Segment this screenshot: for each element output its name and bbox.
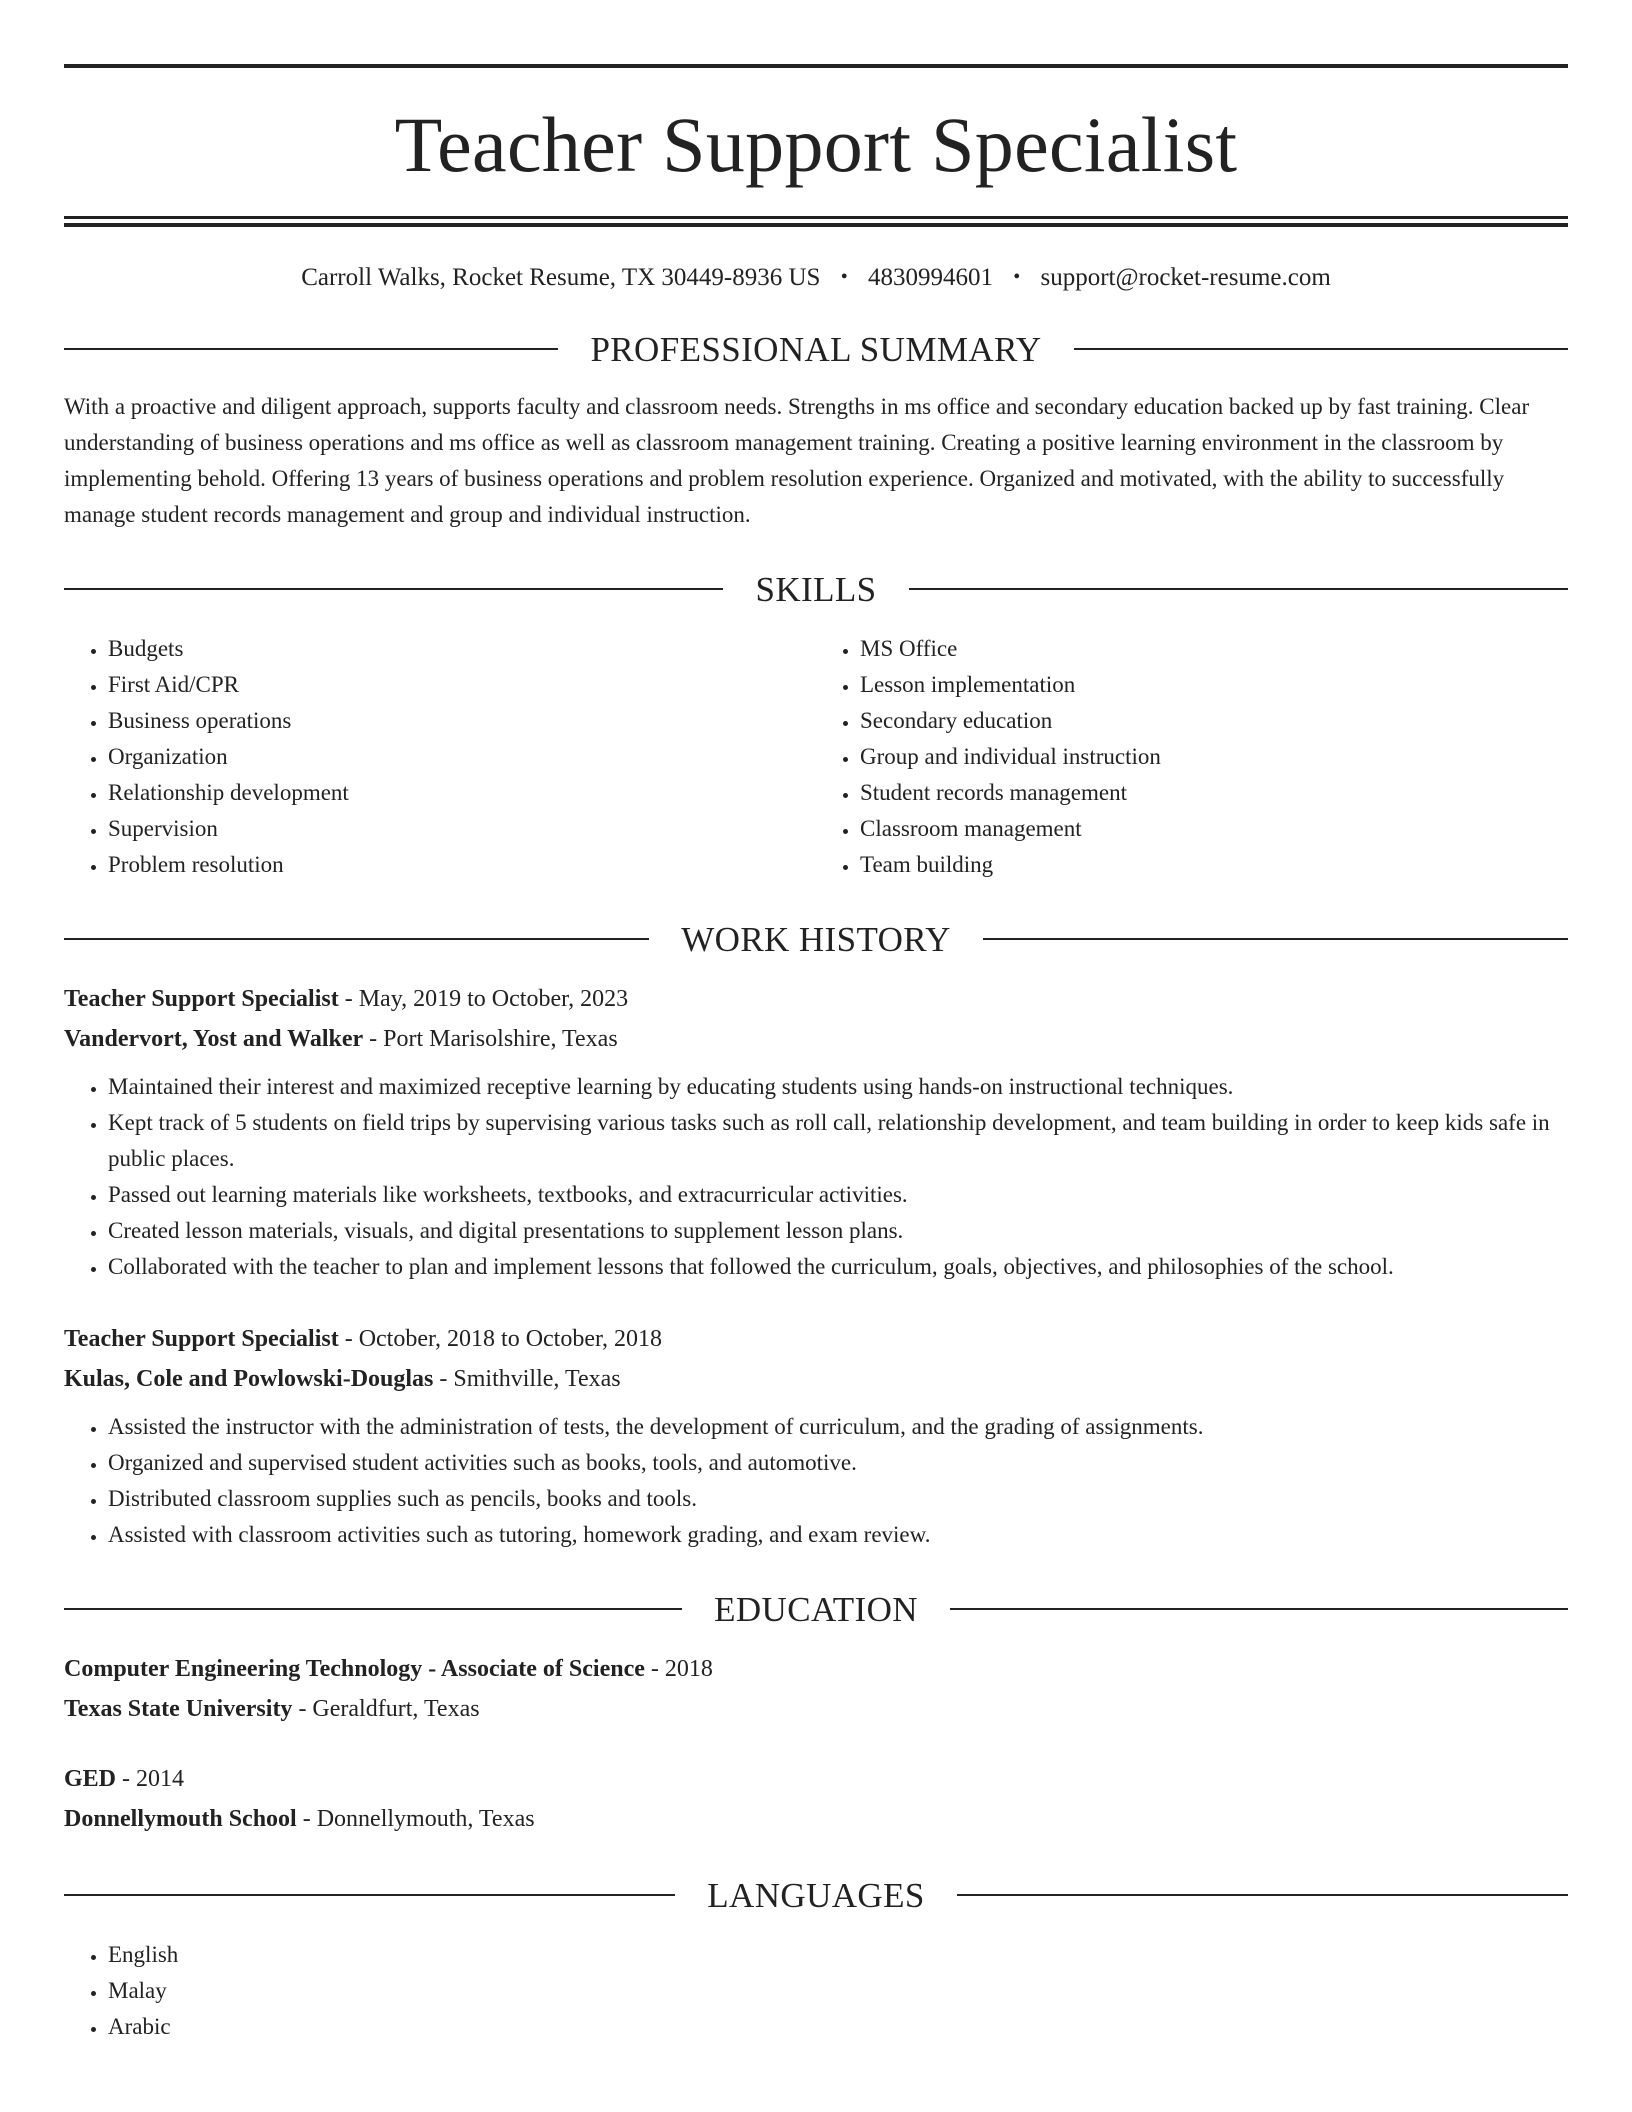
section-title: PROFESSIONAL SUMMARY: [590, 329, 1042, 369]
education-year: - 2014: [116, 1766, 185, 1792]
section-title: WORK HISTORY: [681, 919, 951, 959]
skill-item: • Team building: [860, 847, 1568, 883]
job-dates: - October, 2018 to October, 2018: [338, 1326, 663, 1352]
section-rule: [64, 1894, 675, 1896]
education-location: - Donnellymouth, Texas: [296, 1806, 535, 1832]
education-entry: [64, 1649, 1568, 1729]
section-title: LANGUAGES: [707, 1875, 925, 1915]
section-rule: [64, 938, 649, 940]
job-title-line: [64, 979, 1568, 1019]
contact-phone: 4830994601: [867, 264, 993, 291]
section-rule: [64, 348, 558, 350]
education-degree: Computer Engineering Technology - Associate of Science: [64, 1656, 645, 1682]
education-school-line: [64, 1689, 1568, 1729]
skill-item: • Relationship development: [108, 775, 816, 811]
skill-item: • First Aid/CPR: [108, 667, 816, 703]
job-entry: [64, 1319, 1568, 1553]
language-item: • Malay: [108, 1973, 1568, 2009]
job-bullet: • Passed out learning materials like worksheets, textbooks, and extracurricular activities.: [108, 1177, 1568, 1213]
job-bullet: • Kept track of 5 students on field trips by supervising various tasks such as roll call, relationship development, and team building in order to keep kids safe in public places.: [108, 1105, 1568, 1177]
job-bullet: • Distributed classroom supplies such as pencils, books and tools.: [108, 1481, 1568, 1517]
job-bullets: [64, 1069, 1568, 1285]
skill-item: • Group and individual instruction: [860, 739, 1568, 775]
education-location: - Geraldfurt, Texas: [292, 1696, 480, 1722]
contact-address: Carroll Walks, Rocket Resume, TX 30449-8936 US: [301, 264, 821, 291]
skills-column-left: [64, 631, 816, 883]
job-title-line: [64, 1319, 1568, 1359]
section-rule: [950, 1608, 1568, 1610]
job-entry: [64, 979, 1568, 1285]
section-rule: [1074, 348, 1568, 350]
skills-list: [64, 631, 1568, 883]
skill-item: • Business operations: [108, 703, 816, 739]
job-title: Teacher Support Specialist: [64, 1326, 339, 1352]
section-header-languages: [64, 1875, 1568, 1915]
job-bullet: • Created lesson materials, visuals, and digital presentations to supplement lesson plans.: [108, 1213, 1568, 1249]
skills-column-right: [816, 631, 1568, 883]
languages-list: [64, 1937, 1568, 2045]
education-degree: GED: [64, 1766, 117, 1792]
job-company-line: [64, 1359, 1568, 1399]
education-degree-line: [64, 1649, 1568, 1689]
job-dates: - May, 2019 to October, 2023: [338, 986, 629, 1012]
section-header-work-history: [64, 919, 1568, 959]
education-entry: [64, 1759, 1568, 1839]
job-bullet: • Collaborated with the teacher to plan and implement lessons that followed the curriculum, goals, objectives, and philosophies of the school.: [108, 1249, 1568, 1285]
job-location: - Smithville, Texas: [433, 1366, 621, 1392]
skill-item: • Problem resolution: [108, 847, 816, 883]
job-company: Kulas, Cole and Powlowski-Douglas: [64, 1366, 434, 1392]
section-header-skills: [64, 569, 1568, 609]
skill-item: • Budgets: [108, 631, 816, 667]
contact-separator: •: [840, 266, 848, 288]
section-header-education: [64, 1589, 1568, 1629]
job-title: Teacher Support Specialist: [64, 986, 339, 1012]
education-school: Texas State University: [64, 1696, 293, 1722]
resume-title: Teacher Support Specialist: [394, 101, 1238, 188]
contact-separator: •: [1013, 266, 1021, 288]
education-year: - 2018: [644, 1656, 713, 1682]
contact-line: [64, 263, 1568, 293]
education-school: Donnellymouth School: [64, 1806, 297, 1832]
job-bullet: • Assisted the instructor with the administration of tests, the development of curriculum, and the grading of assignments.: [108, 1409, 1568, 1445]
job-company: Vandervort, Yost and Walker: [64, 1026, 364, 1052]
section-title: SKILLS: [755, 569, 877, 609]
section-rule: [909, 588, 1568, 590]
section-rule: [983, 938, 1568, 940]
skill-item: • MS Office: [860, 631, 1568, 667]
language-item: • English: [108, 1937, 1568, 1973]
skill-item: • Student records management: [860, 775, 1568, 811]
section-rule: [64, 1608, 682, 1610]
job-location: - Port Marisolshire, Texas: [363, 1026, 618, 1052]
skill-item: • Supervision: [108, 811, 816, 847]
section-header-summary: [64, 329, 1568, 369]
contact-email: support@rocket-resume.com: [1040, 264, 1331, 291]
job-bullet: • Assisted with classroom activities such as tutoring, homework grading, and exam review.: [108, 1517, 1568, 1553]
section-title: EDUCATION: [714, 1589, 918, 1629]
job-bullet: • Organized and supervised student activities such as books, tools, and automotive.: [108, 1445, 1568, 1481]
education-degree-line: [64, 1759, 1568, 1799]
skill-item: • Lesson implementation: [860, 667, 1568, 703]
top-rule: [64, 64, 1568, 68]
job-bullet: • Maintained their interest and maximized receptive learning by educating students using hands-on instructional techniques.: [108, 1069, 1568, 1105]
language-item: • Arabic: [108, 2009, 1568, 2045]
summary-text: With a proactive and diligent approach, supports faculty and classroom needs. Strengths in ms office and secondary education backed up by fast training. Clear understanding of business operations and ms office as well as classroom management training. Creating a positive learning environment in the classroom by implementing behold. Offering 13 years of business operations and problem resolution experience. Organized and motivated, with the ability to successfully manage student records management and group and individual instruction.: [64, 394, 1530, 527]
education-school-line: [64, 1799, 1568, 1839]
title-double-rule: [64, 216, 1568, 227]
skill-item: • Classroom management: [860, 811, 1568, 847]
section-rule: [64, 588, 723, 590]
skill-item: • Secondary education: [860, 703, 1568, 739]
section-rule: [957, 1894, 1568, 1896]
job-company-line: [64, 1019, 1568, 1059]
job-bullets: [64, 1409, 1568, 1553]
skill-item: • Organization: [108, 739, 816, 775]
